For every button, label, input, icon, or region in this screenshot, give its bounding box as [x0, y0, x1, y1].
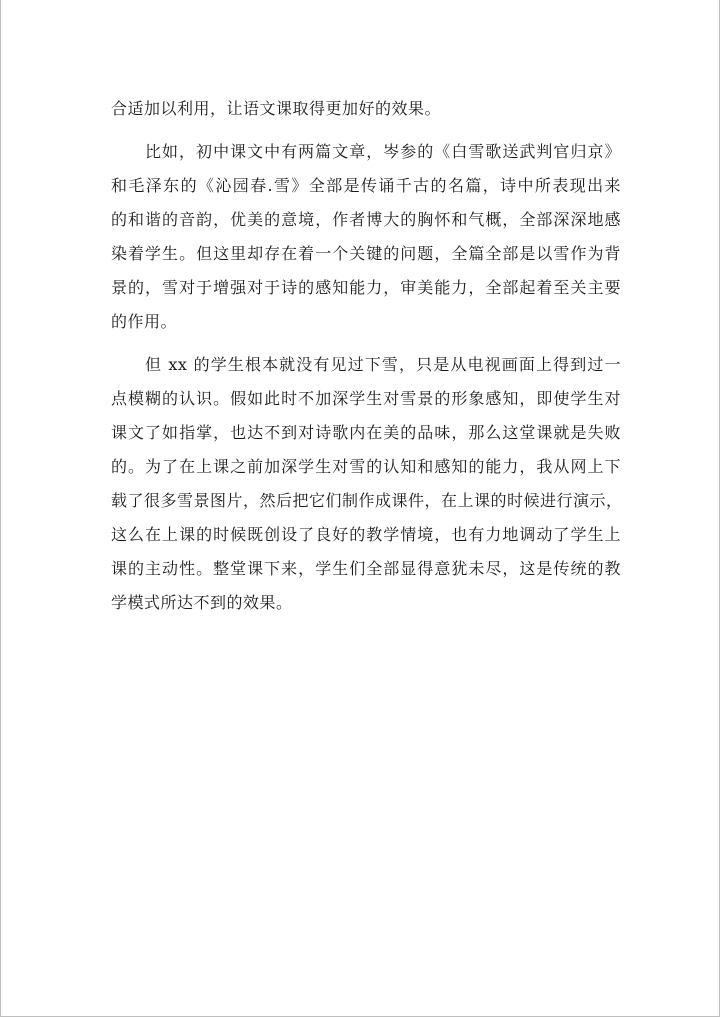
paragraph-1 — [111, 92, 621, 126]
text-line: 景的，雪对于增强对于诗的感知能力，审美能力，全部起着至关主要 — [111, 278, 621, 297]
text-line: 合适加以利用，让语文课取得更加好的效果。 — [111, 99, 442, 118]
text-line: 这么在上课的时候既创设了良好的教学情境，也有力地调动了学生上 — [111, 525, 621, 544]
document-body — [111, 92, 621, 620]
text-line: 学模式所达不到的效果。 — [111, 593, 293, 612]
text-line: 比如，初中课文中有两篇文章，岑参的《白雪歌送武判官归京》 — [145, 142, 621, 161]
paragraph-3 — [111, 348, 621, 620]
paragraph-2 — [111, 135, 621, 339]
text-line: 课文了如指掌，也达不到对诗歌内在美的品味，那么这堂课就是失败 — [111, 423, 621, 442]
text-line: 和毛泽东的《沁园春.雪》全部是传诵千古的名篇，诗中所表现出来 — [111, 176, 621, 195]
text-line: 的和谐的音韵，优美的意境，作者博大的胸怀和气概，全部深深地感 — [111, 210, 621, 229]
text-line: 的作用。 — [111, 312, 178, 331]
text-line: 但 xx 的学生根本就没有见过下雪，只是从电视画面上得到过一 — [145, 355, 621, 374]
text-line: 载了很多雪景图片，然后把它们制作成课件，在上课的时候进行演示， — [111, 491, 623, 510]
text-line: 点模糊的认识。假如此时不加深学生对雪景的形象感知，即使学生对 — [111, 389, 621, 408]
text-line: 染着学生。但这里却存在着一个关键的问题，全篇全部是以雪作为背 — [111, 244, 621, 263]
text-line: 课的主动性。整堂课下来，学生们全部显得意犹未尽，这是传统的教 — [111, 559, 621, 578]
text-line: 的。为了在上课之前加深学生对雪的认知和感知的能力，我从网上下 — [111, 457, 621, 476]
